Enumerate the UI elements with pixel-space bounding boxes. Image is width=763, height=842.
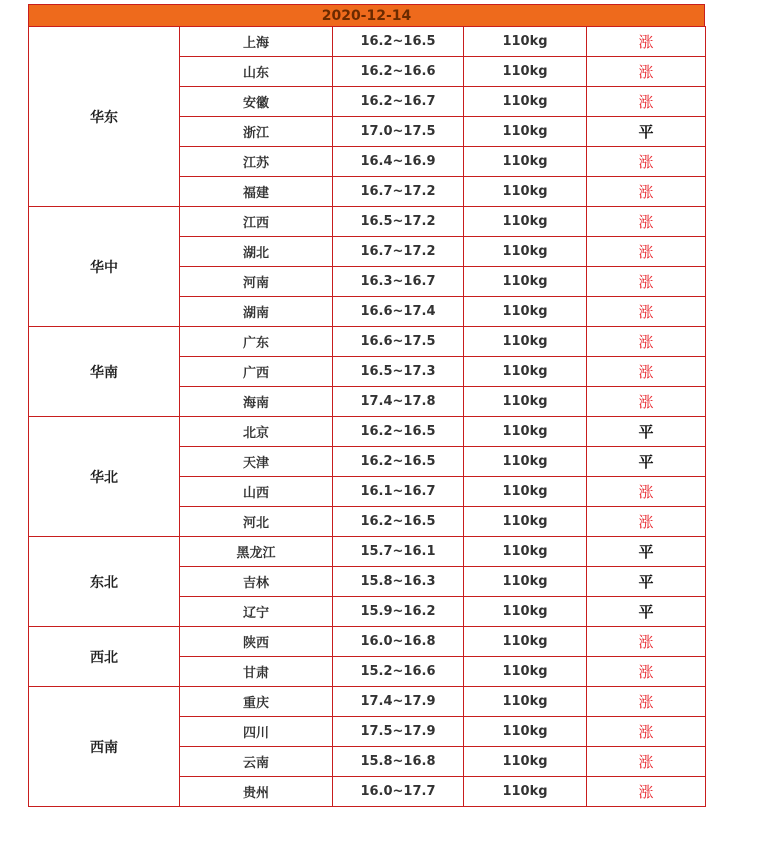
price-range-cell: 16.2~16.5: [333, 417, 464, 447]
price-range-cell: 16.6~17.4: [333, 297, 464, 327]
province-cell: 广东: [180, 327, 333, 357]
trend-cell: 涨: [587, 627, 706, 657]
weight-cell: 110kg: [464, 717, 587, 747]
province-cell: 辽宁: [180, 597, 333, 627]
price-table: [28, 26, 706, 807]
weight-cell: 110kg: [464, 57, 587, 87]
price-range-cell: 15.9~16.2: [333, 597, 464, 627]
trend-cell: 涨: [587, 207, 706, 237]
province-cell: 贵州: [180, 777, 333, 807]
price-range-cell: 16.5~17.2: [333, 207, 464, 237]
trend-cell: 涨: [587, 57, 706, 87]
price-range-cell: 16.7~17.2: [333, 237, 464, 267]
weight-cell: 110kg: [464, 687, 587, 717]
table-row: [29, 417, 706, 447]
price-range-cell: 15.2~16.6: [333, 657, 464, 687]
weight-cell: 110kg: [464, 657, 587, 687]
trend-cell: 涨: [587, 717, 706, 747]
province-cell: 云南: [180, 747, 333, 777]
price-range-cell: 16.2~16.6: [333, 57, 464, 87]
weight-cell: 110kg: [464, 237, 587, 267]
province-cell: 江西: [180, 207, 333, 237]
province-cell: 湖北: [180, 237, 333, 267]
trend-cell: 平: [587, 447, 706, 477]
weight-cell: 110kg: [464, 207, 587, 237]
table-date-header: 2020-12-14: [28, 4, 705, 26]
province-cell: 重庆: [180, 687, 333, 717]
province-cell: 安徽: [180, 87, 333, 117]
province-cell: 北京: [180, 417, 333, 447]
weight-cell: 110kg: [464, 627, 587, 657]
trend-cell: 涨: [587, 27, 706, 57]
table-row: [29, 27, 706, 57]
price-range-cell: 15.8~16.8: [333, 747, 464, 777]
price-range-cell: 15.8~16.3: [333, 567, 464, 597]
trend-cell: 涨: [587, 327, 706, 357]
weight-cell: 110kg: [464, 87, 587, 117]
trend-cell: 涨: [587, 687, 706, 717]
region-cell: 西北: [29, 627, 180, 687]
province-cell: 浙江: [180, 117, 333, 147]
trend-cell: 涨: [587, 387, 706, 417]
table-row: [29, 627, 706, 657]
trend-cell: 涨: [587, 147, 706, 177]
province-cell: 江苏: [180, 147, 333, 177]
province-cell: 山东: [180, 57, 333, 87]
province-cell: 湖南: [180, 297, 333, 327]
weight-cell: 110kg: [464, 177, 587, 207]
province-cell: 四川: [180, 717, 333, 747]
trend-cell: 涨: [587, 747, 706, 777]
province-cell: 河北: [180, 507, 333, 537]
price-range-cell: 16.0~17.7: [333, 777, 464, 807]
province-cell: 广西: [180, 357, 333, 387]
trend-cell: 涨: [587, 237, 706, 267]
price-range-cell: 16.2~16.5: [333, 447, 464, 477]
price-range-cell: 16.4~16.9: [333, 147, 464, 177]
table-row: [29, 207, 706, 237]
price-range-cell: 16.2~16.5: [333, 507, 464, 537]
province-cell: 河南: [180, 267, 333, 297]
region-cell: 西南: [29, 687, 180, 807]
price-range-cell: 16.7~17.2: [333, 177, 464, 207]
price-range-cell: 16.0~16.8: [333, 627, 464, 657]
trend-cell: 涨: [587, 777, 706, 807]
price-range-cell: 17.0~17.5: [333, 117, 464, 147]
price-table-container: [28, 4, 705, 807]
weight-cell: 110kg: [464, 477, 587, 507]
province-cell: 陕西: [180, 627, 333, 657]
weight-cell: 110kg: [464, 117, 587, 147]
weight-cell: 110kg: [464, 147, 587, 177]
trend-cell: 平: [587, 567, 706, 597]
trend-cell: 平: [587, 537, 706, 567]
price-range-cell: 15.7~16.1: [333, 537, 464, 567]
trend-cell: 涨: [587, 177, 706, 207]
trend-cell: 平: [587, 117, 706, 147]
region-cell: 华南: [29, 327, 180, 417]
trend-cell: 涨: [587, 297, 706, 327]
weight-cell: 110kg: [464, 567, 587, 597]
region-cell: 华东: [29, 27, 180, 207]
trend-cell: 平: [587, 597, 706, 627]
province-cell: 上海: [180, 27, 333, 57]
weight-cell: 110kg: [464, 27, 587, 57]
price-range-cell: 17.4~17.8: [333, 387, 464, 417]
weight-cell: 110kg: [464, 387, 587, 417]
region-cell: 东北: [29, 537, 180, 627]
region-cell: 华北: [29, 417, 180, 537]
weight-cell: 110kg: [464, 267, 587, 297]
table-row: [29, 537, 706, 567]
province-cell: 吉林: [180, 567, 333, 597]
table-row: [29, 687, 706, 717]
region-cell: 华中: [29, 207, 180, 327]
province-cell: 山西: [180, 477, 333, 507]
weight-cell: 110kg: [464, 537, 587, 567]
price-range-cell: 17.5~17.9: [333, 717, 464, 747]
weight-cell: 110kg: [464, 357, 587, 387]
weight-cell: 110kg: [464, 327, 587, 357]
price-range-cell: 16.2~16.7: [333, 87, 464, 117]
trend-cell: 涨: [587, 87, 706, 117]
province-cell: 天津: [180, 447, 333, 477]
trend-cell: 平: [587, 417, 706, 447]
province-cell: 黑龙江: [180, 537, 333, 567]
price-table-body: [29, 27, 706, 807]
trend-cell: 涨: [587, 357, 706, 387]
price-range-cell: 16.6~17.5: [333, 327, 464, 357]
weight-cell: 110kg: [464, 297, 587, 327]
trend-cell: 涨: [587, 267, 706, 297]
weight-cell: 110kg: [464, 447, 587, 477]
trend-cell: 涨: [587, 477, 706, 507]
weight-cell: 110kg: [464, 417, 587, 447]
province-cell: 福建: [180, 177, 333, 207]
price-range-cell: 16.2~16.5: [333, 27, 464, 57]
price-range-cell: 16.1~16.7: [333, 477, 464, 507]
table-row: [29, 327, 706, 357]
weight-cell: 110kg: [464, 777, 587, 807]
weight-cell: 110kg: [464, 597, 587, 627]
price-range-cell: 16.3~16.7: [333, 267, 464, 297]
province-cell: 海南: [180, 387, 333, 417]
price-range-cell: 17.4~17.9: [333, 687, 464, 717]
weight-cell: 110kg: [464, 747, 587, 777]
trend-cell: 涨: [587, 657, 706, 687]
trend-cell: 涨: [587, 507, 706, 537]
province-cell: 甘肃: [180, 657, 333, 687]
price-range-cell: 16.5~17.3: [333, 357, 464, 387]
weight-cell: 110kg: [464, 507, 587, 537]
